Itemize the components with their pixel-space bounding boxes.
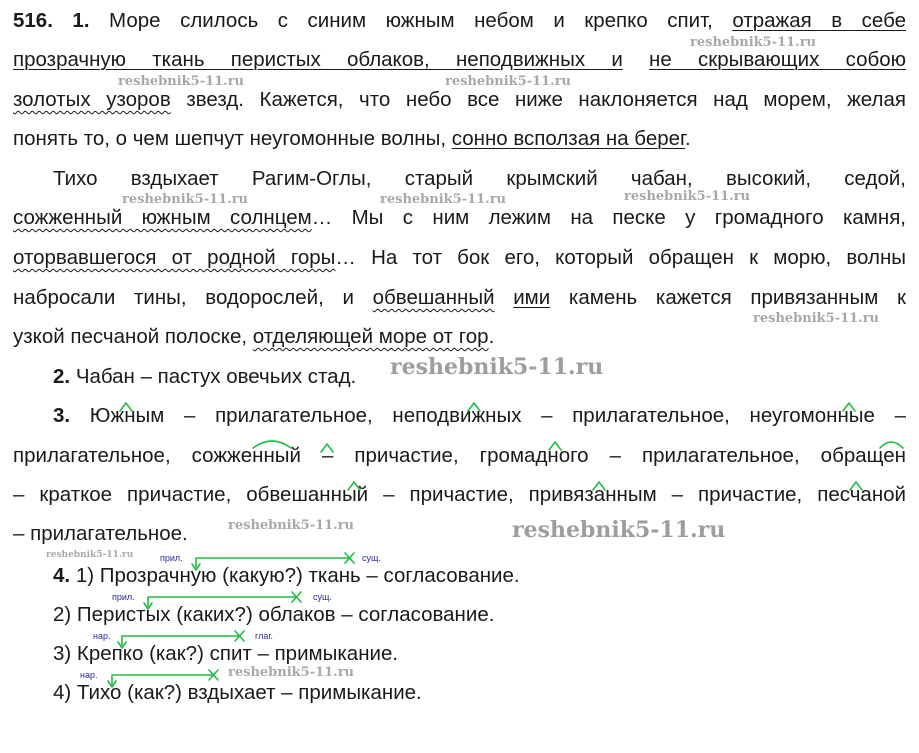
subtask-number: 4. <box>53 564 71 587</box>
watermark: reshebnik5-11.ru <box>118 74 245 89</box>
watermark: reshebnik5-11.ru <box>380 192 507 207</box>
text-fragment: – прилагательное. <box>13 522 188 545</box>
suffix-mark <box>843 403 855 411</box>
text-fragment: 1) Прозрачную (какую?) ткань – согласование. <box>75 564 520 587</box>
watermark: reshebnik5-11.ru <box>690 35 817 50</box>
wavy-underlined-phrase: золотых узоров <box>13 88 171 111</box>
watermark: reshebnik5-11.ru <box>390 354 604 380</box>
subtask-number: 3. <box>53 404 71 427</box>
underlined-phrase: отражая в себе <box>732 9 906 32</box>
watermark: reshebnik5-11.ru <box>445 74 572 89</box>
wavy-underlined-phrase: сожженный южным солнцем <box>13 206 312 229</box>
underlined-phrase: не скрывающих собою <box>649 48 906 71</box>
underlined-phrase: прозрачную ткань перистых облаков, неподвижных и <box>13 48 623 71</box>
text-fragment: набросали тины, водорослей, и <box>13 286 354 309</box>
suffix-mark <box>880 442 903 448</box>
text-fragment: узкой песчаной полоске, <box>13 325 248 348</box>
text-fragment: … Мы с ним лежим на песке у громадного камня, <box>311 206 906 229</box>
pos-tag: прил. <box>160 553 183 563</box>
suffix-mark <box>321 444 333 452</box>
suffix-mark <box>120 403 132 411</box>
watermark: reshebnik5-11.ru <box>753 311 880 326</box>
subtask-number: 2. <box>53 365 71 388</box>
text-fragment: 4) Тихо (как?) вздыхает – примыкание. <box>53 681 422 704</box>
underlined-word: ими <box>513 286 551 309</box>
agreement-arrow <box>148 597 296 606</box>
text-fragment: камень кажется привязанным к <box>568 286 906 309</box>
text-fragment: . <box>685 127 691 150</box>
text-fragment: Тихо вздыхает Рагим-Оглы, старый крымский чабан, высокий, седой, <box>53 167 906 190</box>
text-fragment: . <box>488 325 495 348</box>
pos-tag: прил. <box>112 592 135 602</box>
pos-tag: сущ. <box>362 553 381 563</box>
pos-tag: глаг. <box>255 631 274 641</box>
text-fragment: понять то, о чем шепчут неугомонные волны, <box>13 127 447 150</box>
wavy-underlined-word: обвешанный <box>372 286 495 309</box>
subtask-number: 1. <box>72 9 90 32</box>
wavy-underlined-phrase: отделяющей море от гор <box>252 325 489 348</box>
text-fragment: прилагательное, сожженный – причастие, громадного – прилагательное, обращен <box>13 444 906 467</box>
watermark: reshebnik5-11.ru <box>46 550 134 560</box>
watermark: reshebnik5-11.ru <box>228 518 355 533</box>
underlined-phrase: сонно всползая на берег <box>451 127 685 150</box>
watermark: reshebnik5-11.ru <box>624 189 751 204</box>
suffix-mark <box>593 482 605 490</box>
text-fragment: Южным – прилагательное, неподвижных – прилагательное, неугомонные – <box>89 404 906 427</box>
text-fragment: 2) Перистых (каких?) облаков – согласование. <box>53 603 495 626</box>
exercise-number: 516. <box>13 9 53 32</box>
suffix-mark <box>468 403 480 411</box>
suffix-mark <box>253 441 291 448</box>
text-fragment: 3) Крепко (как?) спит – примыкание. <box>53 642 399 665</box>
text-fragment: … На тот бок его, который обращен к морю, волны <box>335 246 907 269</box>
text-fragment: – краткое причастие, обвешанный – причастие, привязанным – причастие, песчаной <box>13 483 906 506</box>
watermark: reshebnik5-11.ru <box>122 192 249 207</box>
watermark: reshebnik5-11.ru <box>512 517 726 543</box>
pos-tag: нар. <box>93 631 111 641</box>
text-fragment: Чабан – пастух овечьих стад. <box>75 365 357 388</box>
suffix-mark <box>549 442 561 450</box>
watermark: reshebnik5-11.ru <box>228 665 355 680</box>
pos-tag: нар. <box>80 670 98 680</box>
text-fragment: Море слилось с синим южным небом и крепко спит, <box>109 9 713 32</box>
pos-tag: сущ. <box>313 592 332 602</box>
agreement-arrow <box>196 558 348 567</box>
suffix-mark <box>348 482 360 490</box>
text-fragment: звезд. Кажется, что небо все ниже наклоняется над морем, желая <box>186 88 906 111</box>
adjoin-arrow <box>122 636 238 645</box>
adjoin-arrow <box>112 675 212 684</box>
wavy-underlined-phrase: оторвавшегося от родной горы <box>13 246 336 269</box>
suffix-mark <box>850 482 862 490</box>
